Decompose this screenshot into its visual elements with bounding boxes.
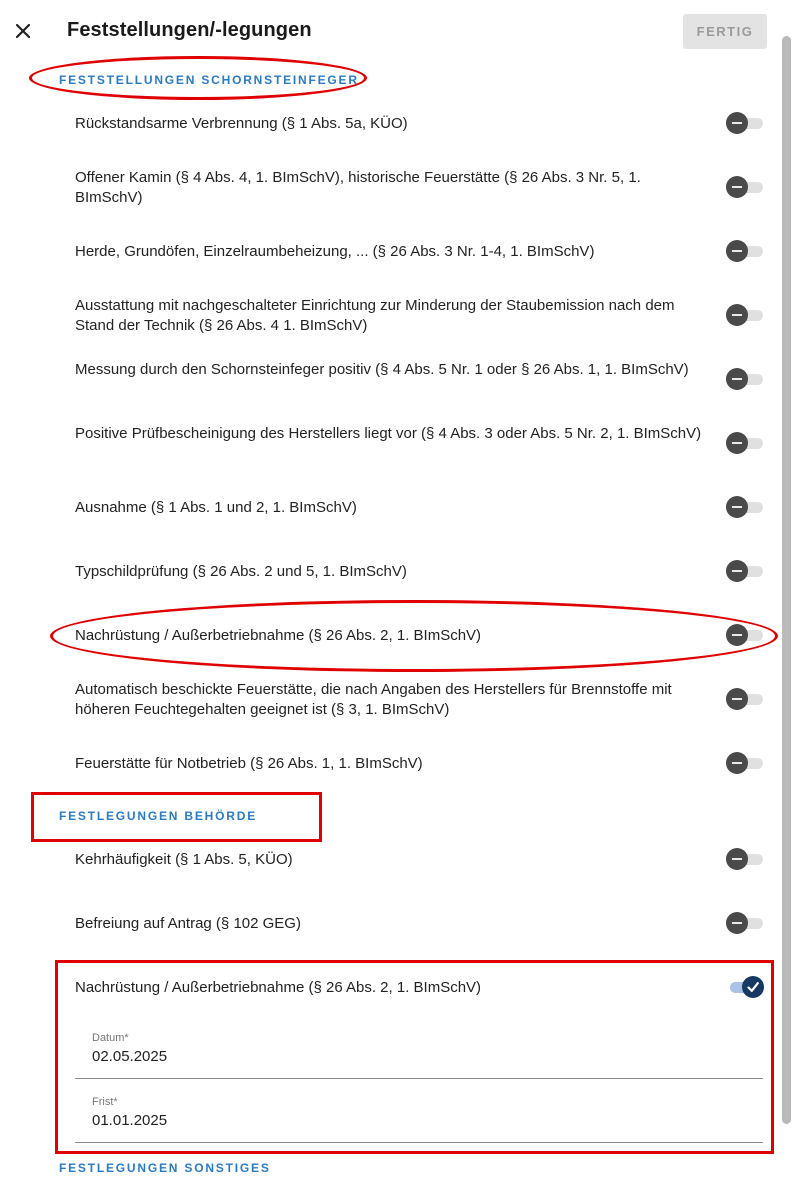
toggle-switch-on[interactable] [726, 976, 764, 998]
minus-icon [726, 496, 748, 518]
toggle-label: Ausstattung mit nachgeschalteter Einrichtung zur Minderung der Staubemission nach dem Stand der Technik (§ 26 Abs. 4 1. BImSchV) [75, 297, 675, 334]
minus-icon [726, 848, 748, 870]
toggle-switch[interactable] [726, 368, 764, 390]
done-button[interactable]: FERTIG [683, 14, 767, 49]
toggle-label: Ausnahme (§ 1 Abs. 1 und 2, 1. BImSchV) [75, 499, 357, 516]
datum-field[interactable]: 02.05.2025 [92, 1048, 168, 1065]
minus-icon [726, 752, 748, 774]
toggle-switch[interactable] [726, 112, 764, 134]
toggle-label: Befreiung auf Antrag (§ 102 GEG) [75, 915, 301, 932]
datum-underline [75, 1078, 763, 1079]
toggle-switch[interactable] [726, 304, 764, 326]
frist-label: Frist* [92, 1096, 118, 1108]
toggle-label: Nachrüstung / Außerbetriebnahme (§ 26 Abs. 2, 1. BImSchV) [75, 979, 482, 996]
datum-label: Datum* [92, 1032, 129, 1044]
toggle-switch[interactable] [726, 624, 764, 646]
toggle-switch[interactable] [726, 560, 764, 582]
toggle-label: Positive Prüfbescheinigung des Herstellers liegt vor (§ 4 Abs. 3 oder Abs. 5 Nr. 2, 1. BImSchV) [75, 425, 702, 442]
dialog-header [0, 0, 795, 62]
minus-icon [726, 432, 748, 454]
toggle-label: Offener Kamin (§ 4 Abs. 4, 1. BImSchV), historische Feuerstätte (§ 26 Abs. 3 Nr. 5, 1. BImSchV) [75, 169, 641, 206]
toggle-label: Messung durch den Schornsteinfeger positiv (§ 4 Abs. 5 Nr. 1 oder § 26 Abs. 1, 1. BImSchV) [75, 361, 689, 378]
minus-icon [726, 688, 748, 710]
toggle-switch[interactable] [726, 496, 764, 518]
frist-field[interactable]: 01.01.2025 [92, 1112, 168, 1129]
toggle-switch[interactable] [726, 912, 764, 934]
frist-underline [75, 1142, 763, 1143]
toggle-label: Herde, Grundöfen, Einzelraumbeheizung, ... (§ 26 Abs. 3 Nr. 1-4, 1. BImSchV) [75, 243, 595, 260]
minus-icon [726, 560, 748, 582]
toggle-label: Typschildprüfung (§ 26 Abs. 2 und 5, 1. BImSchV) [75, 563, 407, 580]
scrollbar[interactable] [782, 36, 791, 1124]
section-title-schornsteinfeger: FESTSTELLUNGEN SCHORNSTEINFEGER [59, 73, 359, 87]
toggle-label: Automatisch beschickte Feuerstätte, die nach Angaben des Herstellers für Brennstoffe mit höheren Feuchtegehalten geeignet ist (§ 3, 1. BImSchV) [75, 681, 672, 718]
minus-icon [726, 624, 748, 646]
minus-icon [726, 368, 748, 390]
toggle-switch[interactable] [726, 240, 764, 262]
close-button[interactable] [10, 18, 36, 44]
section-title-sonstiges: FESTLEGUNGEN SONSTIGES [59, 1161, 271, 1175]
minus-icon [726, 304, 748, 326]
toggle-label: Nachrüstung / Außerbetriebnahme (§ 26 Abs. 2, 1. BImSchV) [75, 627, 482, 644]
toggle-switch[interactable] [726, 848, 764, 870]
section-title-behoerde: FESTLEGUNGEN BEHÖRDE [59, 809, 258, 823]
minus-icon [726, 240, 748, 262]
close-icon [10, 18, 36, 44]
minus-icon [726, 912, 748, 934]
toggle-switch[interactable] [726, 432, 764, 454]
toggle-label: Kehrhäufigkeit (§ 1 Abs. 5, KÜO) [75, 851, 293, 868]
toggle-label: Rückstandsarme Verbrennung (§ 1 Abs. 5a, KÜO) [75, 115, 408, 132]
minus-icon [726, 112, 748, 134]
minus-icon [726, 176, 748, 198]
toggle-switch[interactable] [726, 688, 764, 710]
toggle-switch[interactable] [726, 752, 764, 774]
toggle-switch[interactable] [726, 176, 764, 198]
check-icon [747, 980, 759, 994]
page-title: Feststellungen/-legungen [67, 19, 312, 41]
toggle-label: Feuerstätte für Notbetrieb (§ 26 Abs. 1, 1. BImSchV) [75, 755, 423, 772]
